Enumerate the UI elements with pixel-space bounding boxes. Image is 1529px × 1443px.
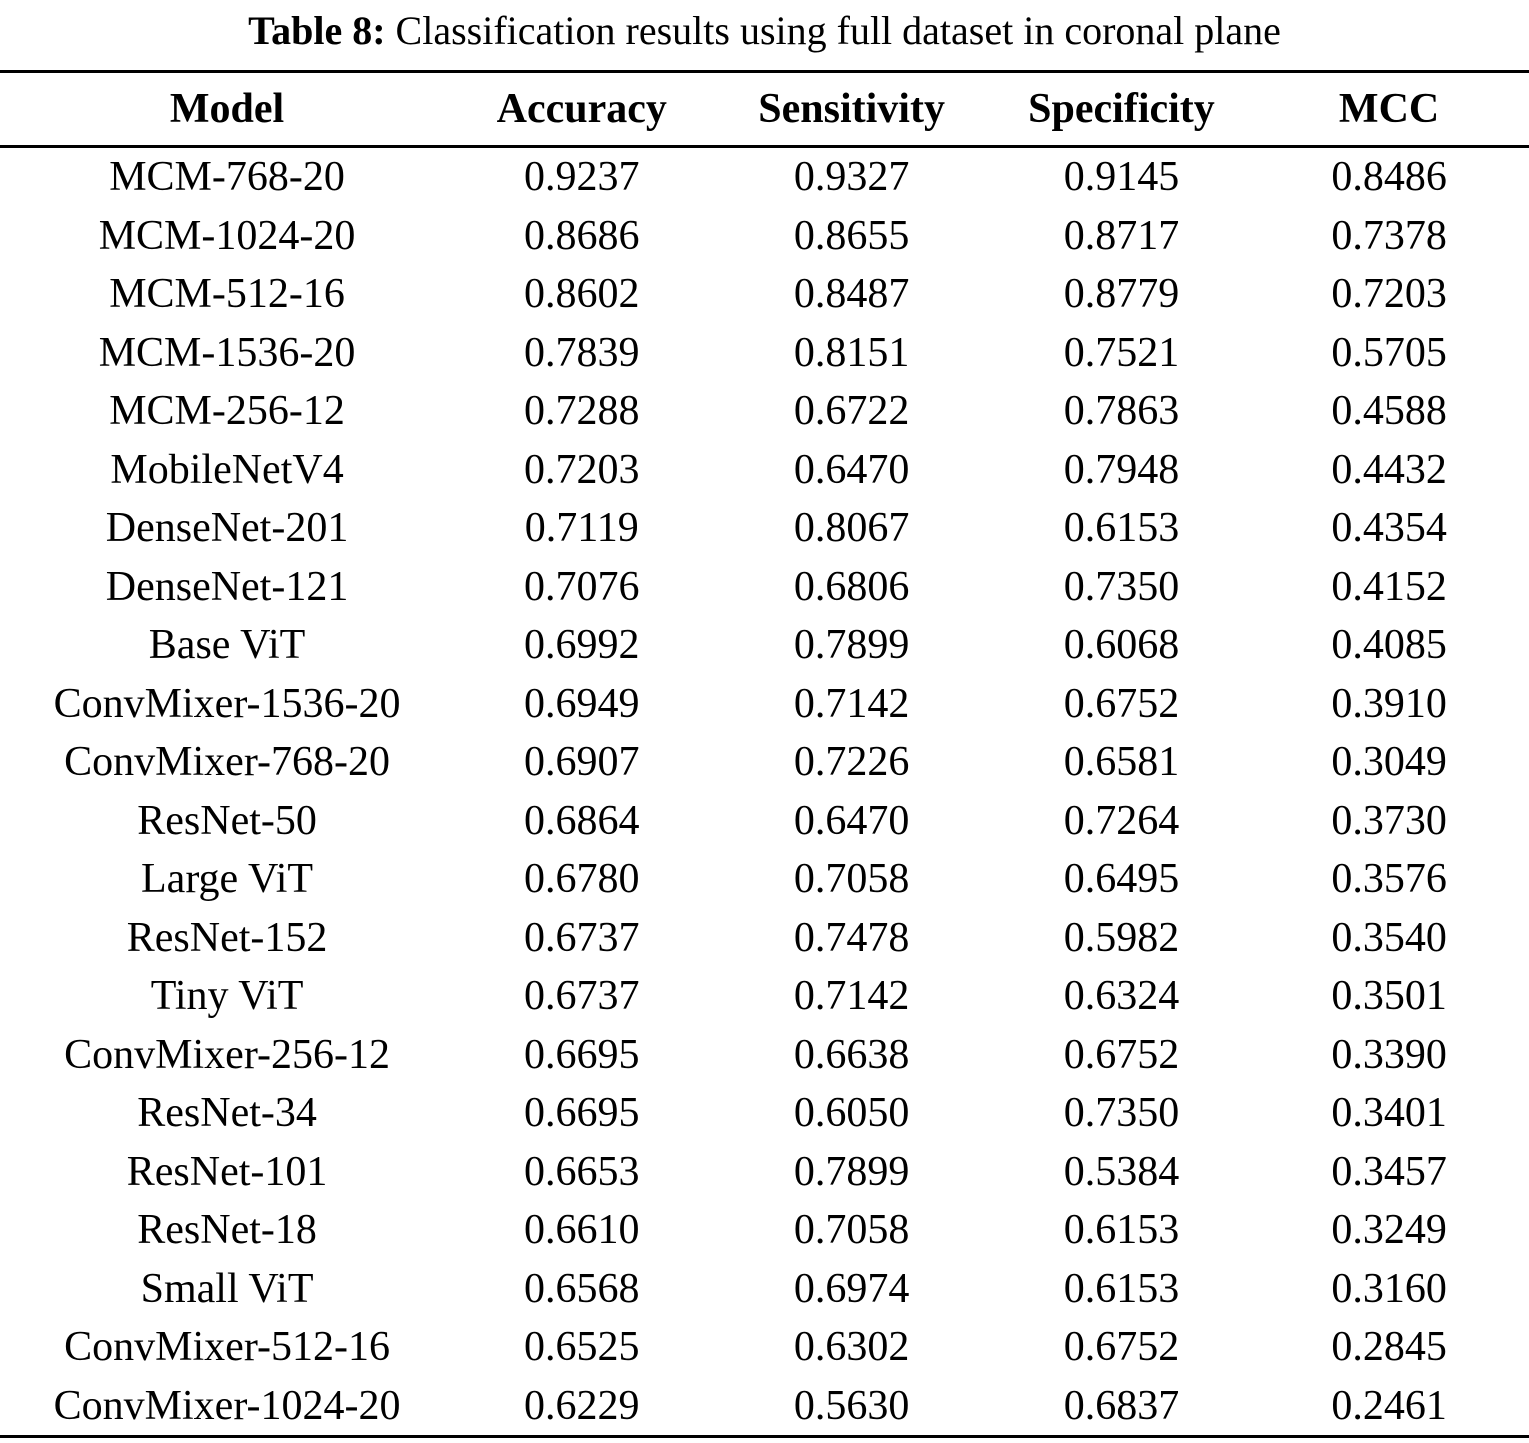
accuracy-cell: 0.6737: [524, 914, 640, 961]
accuracy-cell: 0.6864: [524, 797, 640, 844]
table-row: [0, 616, 1529, 675]
model-cell: Base ViT: [148, 622, 306, 669]
results-table: [0, 70, 1529, 1438]
model-cell: Large ViT: [141, 856, 314, 903]
specificity-cell: 0.5384: [1063, 1148, 1180, 1195]
specificity-cell: 0.6752: [1063, 1031, 1180, 1078]
table-row: [0, 1260, 1529, 1319]
sensitivity-cell: 0.8487: [793, 271, 910, 318]
sensitivity-cell: 0.7899: [793, 622, 910, 669]
mcc-cell: 0.4085: [1331, 622, 1447, 669]
specificity-cell: 0.7264: [1063, 797, 1180, 844]
model-cell: MCM-512-16: [109, 271, 345, 318]
specificity-cell: 0.6837: [1063, 1382, 1180, 1429]
table-body: [0, 147, 1529, 1437]
accuracy-cell: 0.6780: [524, 856, 640, 903]
table-row: [0, 909, 1529, 968]
mcc-cell: 0.3160: [1331, 1265, 1447, 1312]
specificity-cell: 0.7350: [1063, 563, 1180, 610]
table-row: [0, 441, 1529, 500]
mcc-cell: 0.3390: [1331, 1031, 1447, 1078]
header-specificity: Specificity: [994, 72, 1249, 147]
mcc-cell: 0.3049: [1331, 739, 1447, 786]
accuracy-cell: 0.7076: [524, 563, 640, 610]
specificity-cell: 0.6068: [1063, 622, 1180, 669]
model-cell: ConvMixer-512-16: [64, 1324, 390, 1371]
mcc-cell: 0.5705: [1331, 329, 1447, 376]
table-row: [0, 1318, 1529, 1377]
specificity-cell: 0.7521: [1063, 329, 1180, 376]
accuracy-cell: 0.6695: [524, 1031, 640, 1078]
mcc-cell: 0.4588: [1331, 388, 1447, 435]
model-cell: ResNet-18: [137, 1207, 317, 1254]
specificity-cell: 0.9145: [1063, 154, 1180, 201]
specificity-cell: 0.6752: [1063, 1324, 1180, 1371]
model-cell: MCM-768-20: [109, 154, 345, 201]
model-cell: ConvMixer-768-20: [64, 739, 390, 786]
mcc-cell: 0.3540: [1331, 914, 1447, 961]
table-row: [0, 207, 1529, 266]
sensitivity-cell: 0.7478: [793, 914, 910, 961]
sensitivity-cell: 0.6638: [793, 1031, 910, 1078]
mcc-cell: 0.4432: [1331, 446, 1447, 493]
table-caption: [0, 0, 1529, 70]
table-row: [0, 324, 1529, 383]
accuracy-cell: 0.6907: [524, 739, 640, 786]
specificity-cell: 0.7863: [1063, 388, 1180, 435]
model-cell: Small ViT: [140, 1265, 314, 1312]
table-row: [0, 265, 1529, 324]
mcc-cell: 0.3401: [1331, 1090, 1447, 1137]
accuracy-cell: 0.6992: [524, 622, 640, 669]
accuracy-cell: 0.7203: [524, 446, 640, 493]
model-cell: ResNet-34: [137, 1090, 317, 1137]
accuracy-cell: 0.9237: [524, 154, 640, 201]
table-row: [0, 1026, 1529, 1085]
header-model: Model: [0, 72, 454, 147]
model-cell: MCM-1536-20: [98, 329, 356, 376]
sensitivity-cell: 0.6470: [793, 446, 910, 493]
mcc-cell: 0.3249: [1331, 1207, 1447, 1254]
accuracy-cell: 0.6568: [524, 1265, 640, 1312]
accuracy-cell: 0.7288: [524, 388, 640, 435]
specificity-cell: 0.6153: [1063, 1265, 1180, 1312]
table-row: [0, 1377, 1529, 1437]
table-row: [0, 967, 1529, 1026]
sensitivity-cell: 0.7142: [793, 680, 910, 727]
model-cell: DenseNet-201: [105, 505, 349, 552]
sensitivity-cell: 0.6302: [793, 1324, 910, 1371]
mcc-cell: 0.7203: [1331, 271, 1447, 318]
table-row: [0, 675, 1529, 734]
mcc-cell: 0.2461: [1331, 1382, 1447, 1429]
model-cell: ConvMixer-1536-20: [53, 680, 401, 727]
mcc-cell: 0.3576: [1331, 856, 1447, 903]
specificity-cell: 0.8779: [1063, 271, 1180, 318]
accuracy-cell: 0.8686: [524, 212, 640, 259]
accuracy-cell: 0.6949: [524, 680, 640, 727]
table-caption-label: Table 8:: [248, 7, 386, 53]
header-mcc: MCC: [1249, 72, 1529, 147]
accuracy-cell: 0.6525: [524, 1324, 640, 1371]
specificity-cell: 0.6153: [1063, 1207, 1180, 1254]
mcc-cell: 0.3457: [1331, 1148, 1447, 1195]
mcc-cell: 0.3730: [1331, 797, 1447, 844]
table-row: [0, 147, 1529, 207]
sensitivity-cell: 0.6806: [793, 563, 910, 610]
sensitivity-cell: 0.7899: [793, 1148, 910, 1195]
accuracy-cell: 0.7839: [524, 329, 640, 376]
mcc-cell: 0.2845: [1331, 1324, 1447, 1371]
sensitivity-cell: 0.7142: [793, 973, 910, 1020]
accuracy-cell: 0.6610: [524, 1207, 640, 1254]
table-caption-text: Classification results using full dataset in coronal plane: [395, 7, 1281, 53]
specificity-cell: 0.6153: [1063, 505, 1180, 552]
table-row: [0, 499, 1529, 558]
model-cell: ResNet-101: [126, 1148, 328, 1195]
table-row: [0, 558, 1529, 617]
table-row: [0, 382, 1529, 441]
sensitivity-cell: 0.6050: [793, 1090, 910, 1137]
header-accuracy: Accuracy: [454, 72, 709, 147]
mcc-cell: 0.8486: [1331, 154, 1447, 201]
sensitivity-cell: 0.5630: [793, 1382, 910, 1429]
accuracy-cell: 0.6229: [524, 1382, 640, 1429]
sensitivity-cell: 0.7058: [793, 856, 910, 903]
model-cell: MCM-1024-20: [98, 212, 356, 259]
specificity-cell: 0.6752: [1063, 680, 1180, 727]
mcc-cell: 0.4152: [1331, 563, 1447, 610]
model-cell: ResNet-152: [126, 914, 328, 961]
model-cell: DenseNet-121: [105, 563, 349, 610]
sensitivity-cell: 0.6470: [793, 797, 910, 844]
sensitivity-cell: 0.8067: [793, 505, 910, 552]
table-row: [0, 792, 1529, 851]
table-row: [0, 850, 1529, 909]
mcc-cell: 0.7378: [1331, 212, 1447, 259]
specificity-cell: 0.8717: [1063, 212, 1180, 259]
model-cell: ResNet-50: [137, 797, 317, 844]
model-cell: Tiny ViT: [150, 973, 304, 1020]
specificity-cell: 0.7350: [1063, 1090, 1180, 1137]
sensitivity-cell: 0.8655: [793, 212, 910, 259]
accuracy-cell: 0.6653: [524, 1148, 640, 1195]
table-row: [0, 1201, 1529, 1260]
mcc-cell: 0.4354: [1331, 505, 1447, 552]
model-cell: ConvMixer-256-12: [64, 1031, 390, 1078]
accuracy-cell: 0.6695: [524, 1090, 640, 1137]
model-cell: MobileNetV4: [110, 446, 344, 493]
table-header: [0, 72, 1529, 147]
sensitivity-cell: 0.6974: [793, 1265, 910, 1312]
header-row: [0, 72, 1529, 147]
accuracy-cell: 0.7119: [524, 505, 639, 552]
sensitivity-cell: 0.7058: [793, 1207, 910, 1254]
specificity-cell: 0.6495: [1063, 856, 1180, 903]
table-row: [0, 733, 1529, 792]
accuracy-cell: 0.8602: [524, 271, 640, 318]
header-sensitivity: Sensitivity: [709, 72, 993, 147]
specificity-cell: 0.6581: [1063, 739, 1180, 786]
mcc-cell: 0.3910: [1331, 680, 1447, 727]
specificity-cell: 0.6324: [1063, 973, 1180, 1020]
mcc-cell: 0.3501: [1331, 973, 1447, 1020]
model-cell: MCM-256-12: [109, 388, 345, 435]
sensitivity-cell: 0.7226: [793, 739, 910, 786]
model-cell: ConvMixer-1024-20: [53, 1382, 401, 1429]
specificity-cell: 0.5982: [1063, 914, 1180, 961]
table-row: [0, 1084, 1529, 1143]
sensitivity-cell: 0.6722: [793, 388, 910, 435]
accuracy-cell: 0.6737: [524, 973, 640, 1020]
specificity-cell: 0.7948: [1063, 446, 1180, 493]
sensitivity-cell: 0.9327: [793, 154, 910, 201]
table-row: [0, 1143, 1529, 1202]
sensitivity-cell: 0.8151: [793, 329, 910, 376]
